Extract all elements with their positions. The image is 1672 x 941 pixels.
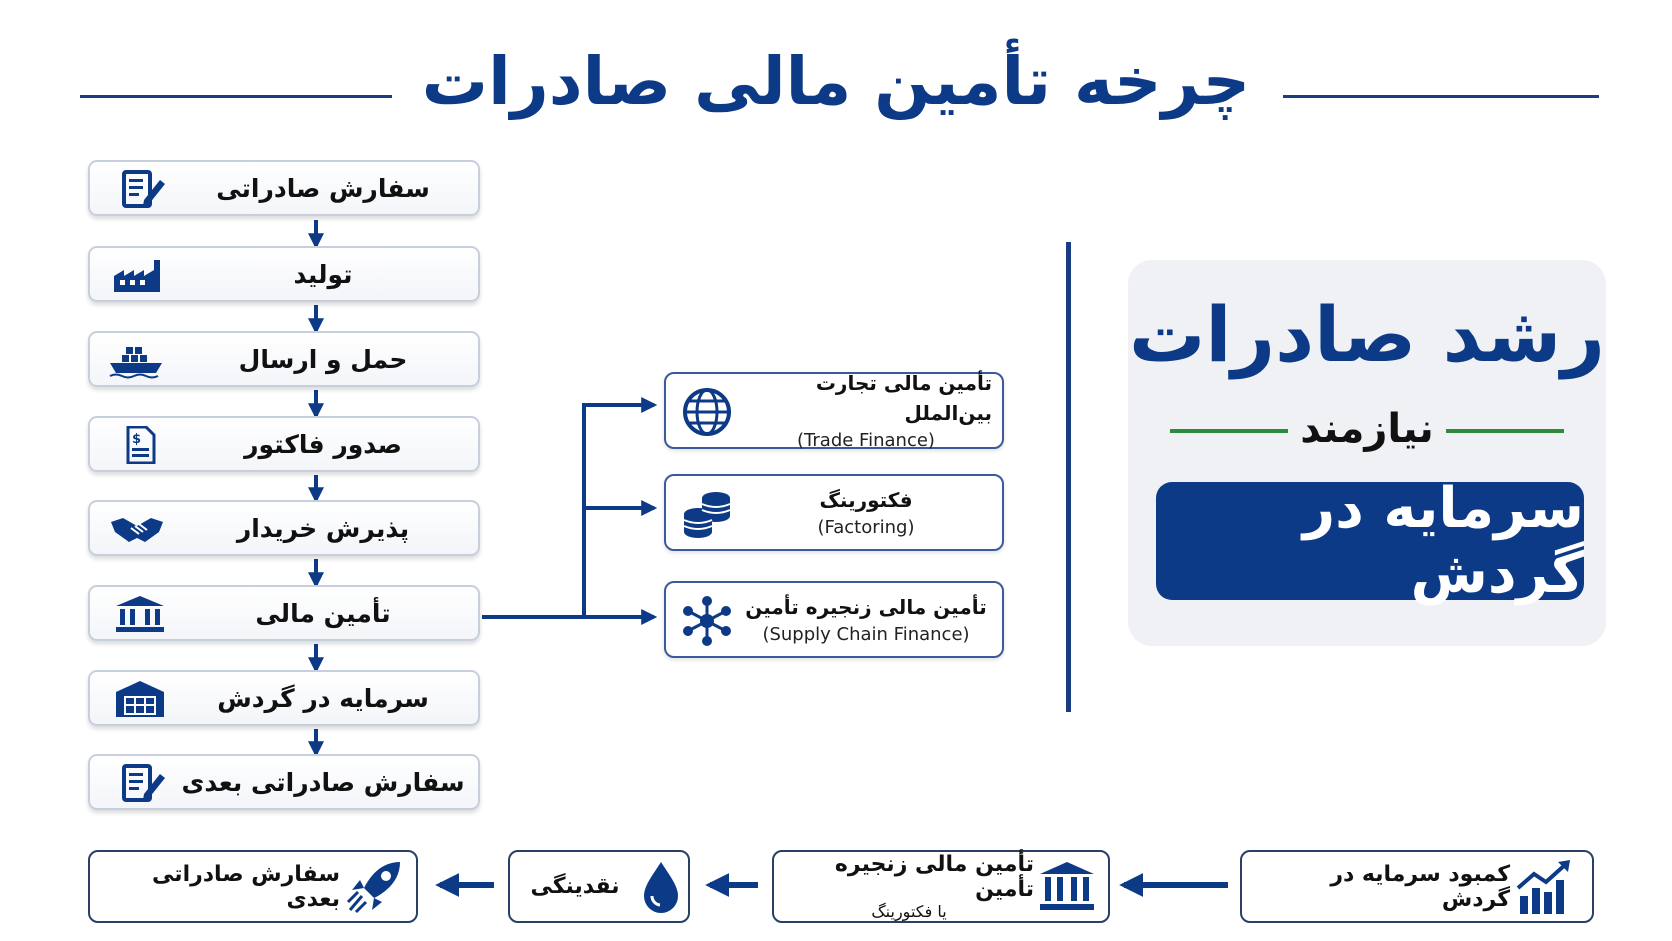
bottom-label: نقدینگی (530, 874, 620, 899)
bottom-shortage-box (1240, 850, 1594, 923)
network-icon (680, 595, 734, 647)
page-title: چرخه تأمین مالی صادرات (421, 42, 1251, 120)
bank-icon (112, 595, 168, 633)
bottom-label-main: تأمین مالی زنجیره تأمین (834, 851, 1034, 902)
bottom-label: سفارش صادراتی بعدی (152, 861, 340, 912)
document-edit-icon (112, 170, 168, 208)
step-label: تأمین مالی (255, 598, 391, 628)
coins-stack-icon (680, 488, 734, 540)
invoice-icon (112, 426, 168, 464)
option-subtitle: (Trade Finance) (797, 429, 935, 451)
warehouse-icon (112, 680, 168, 718)
panel-working-capital-box: سرمایه در گردش (1156, 482, 1584, 600)
step-label: سرمایه در گردش (217, 683, 429, 713)
option-trade-finance (664, 372, 1004, 449)
cargo-ship-icon (104, 341, 168, 379)
option-title: تأمین مالی تجارت بین‌الملل (815, 370, 992, 425)
water-drop-icon (630, 858, 692, 916)
option-subtitle: (Supply Chain Finance) (762, 623, 970, 645)
document-edit-icon (112, 764, 168, 802)
bottom-liquidity-box (508, 850, 690, 923)
bottom-label-sub: یا فکتورینگ (871, 901, 947, 921)
branch-trunk (482, 405, 654, 617)
step-shipping (88, 331, 480, 387)
step-label: سفارش صادراتی بعدی (181, 767, 465, 797)
option-title: تأمین مالی زنجیره تأمین (745, 594, 987, 619)
bank-icon (1036, 858, 1098, 916)
handshake-icon (104, 510, 170, 548)
section-divider (1066, 242, 1071, 712)
panel-needs-label: نیازمند (1300, 406, 1434, 452)
growth-chart-icon (1514, 858, 1576, 916)
step-label: حمل و ارسال (238, 344, 408, 374)
panel-growth-title: رشد صادرات (1128, 290, 1605, 379)
growth-panel (1128, 260, 1606, 646)
bottom-label: کمبود سرمایه در گردش (1330, 861, 1510, 912)
option-factoring (664, 474, 1004, 551)
svg-text:$: $ (132, 432, 142, 447)
step-working-capital (88, 670, 480, 726)
bottom-next-order-box (88, 850, 418, 923)
globe-icon (680, 386, 734, 438)
bottom-scf-box (772, 850, 1110, 923)
option-supply-chain-finance (664, 581, 1004, 658)
bottom-label (784, 852, 1034, 921)
step-next-export-order (88, 754, 480, 810)
step-buyer-acceptance (88, 500, 480, 556)
step-export-order (88, 160, 480, 216)
step-label: سفارش صادراتی (216, 173, 430, 203)
step-invoice (88, 416, 480, 472)
rocket-icon (344, 858, 406, 916)
step-production (88, 246, 480, 302)
step-financing (88, 585, 480, 641)
step-label: صدور فاکتور (244, 429, 402, 459)
factory-icon (112, 256, 168, 294)
option-subtitle: (Factoring) (817, 516, 915, 538)
step-label: پذیرش خریدار (236, 513, 410, 543)
step-label: تولید (293, 259, 353, 289)
option-title: فکتورینگ (819, 487, 913, 512)
